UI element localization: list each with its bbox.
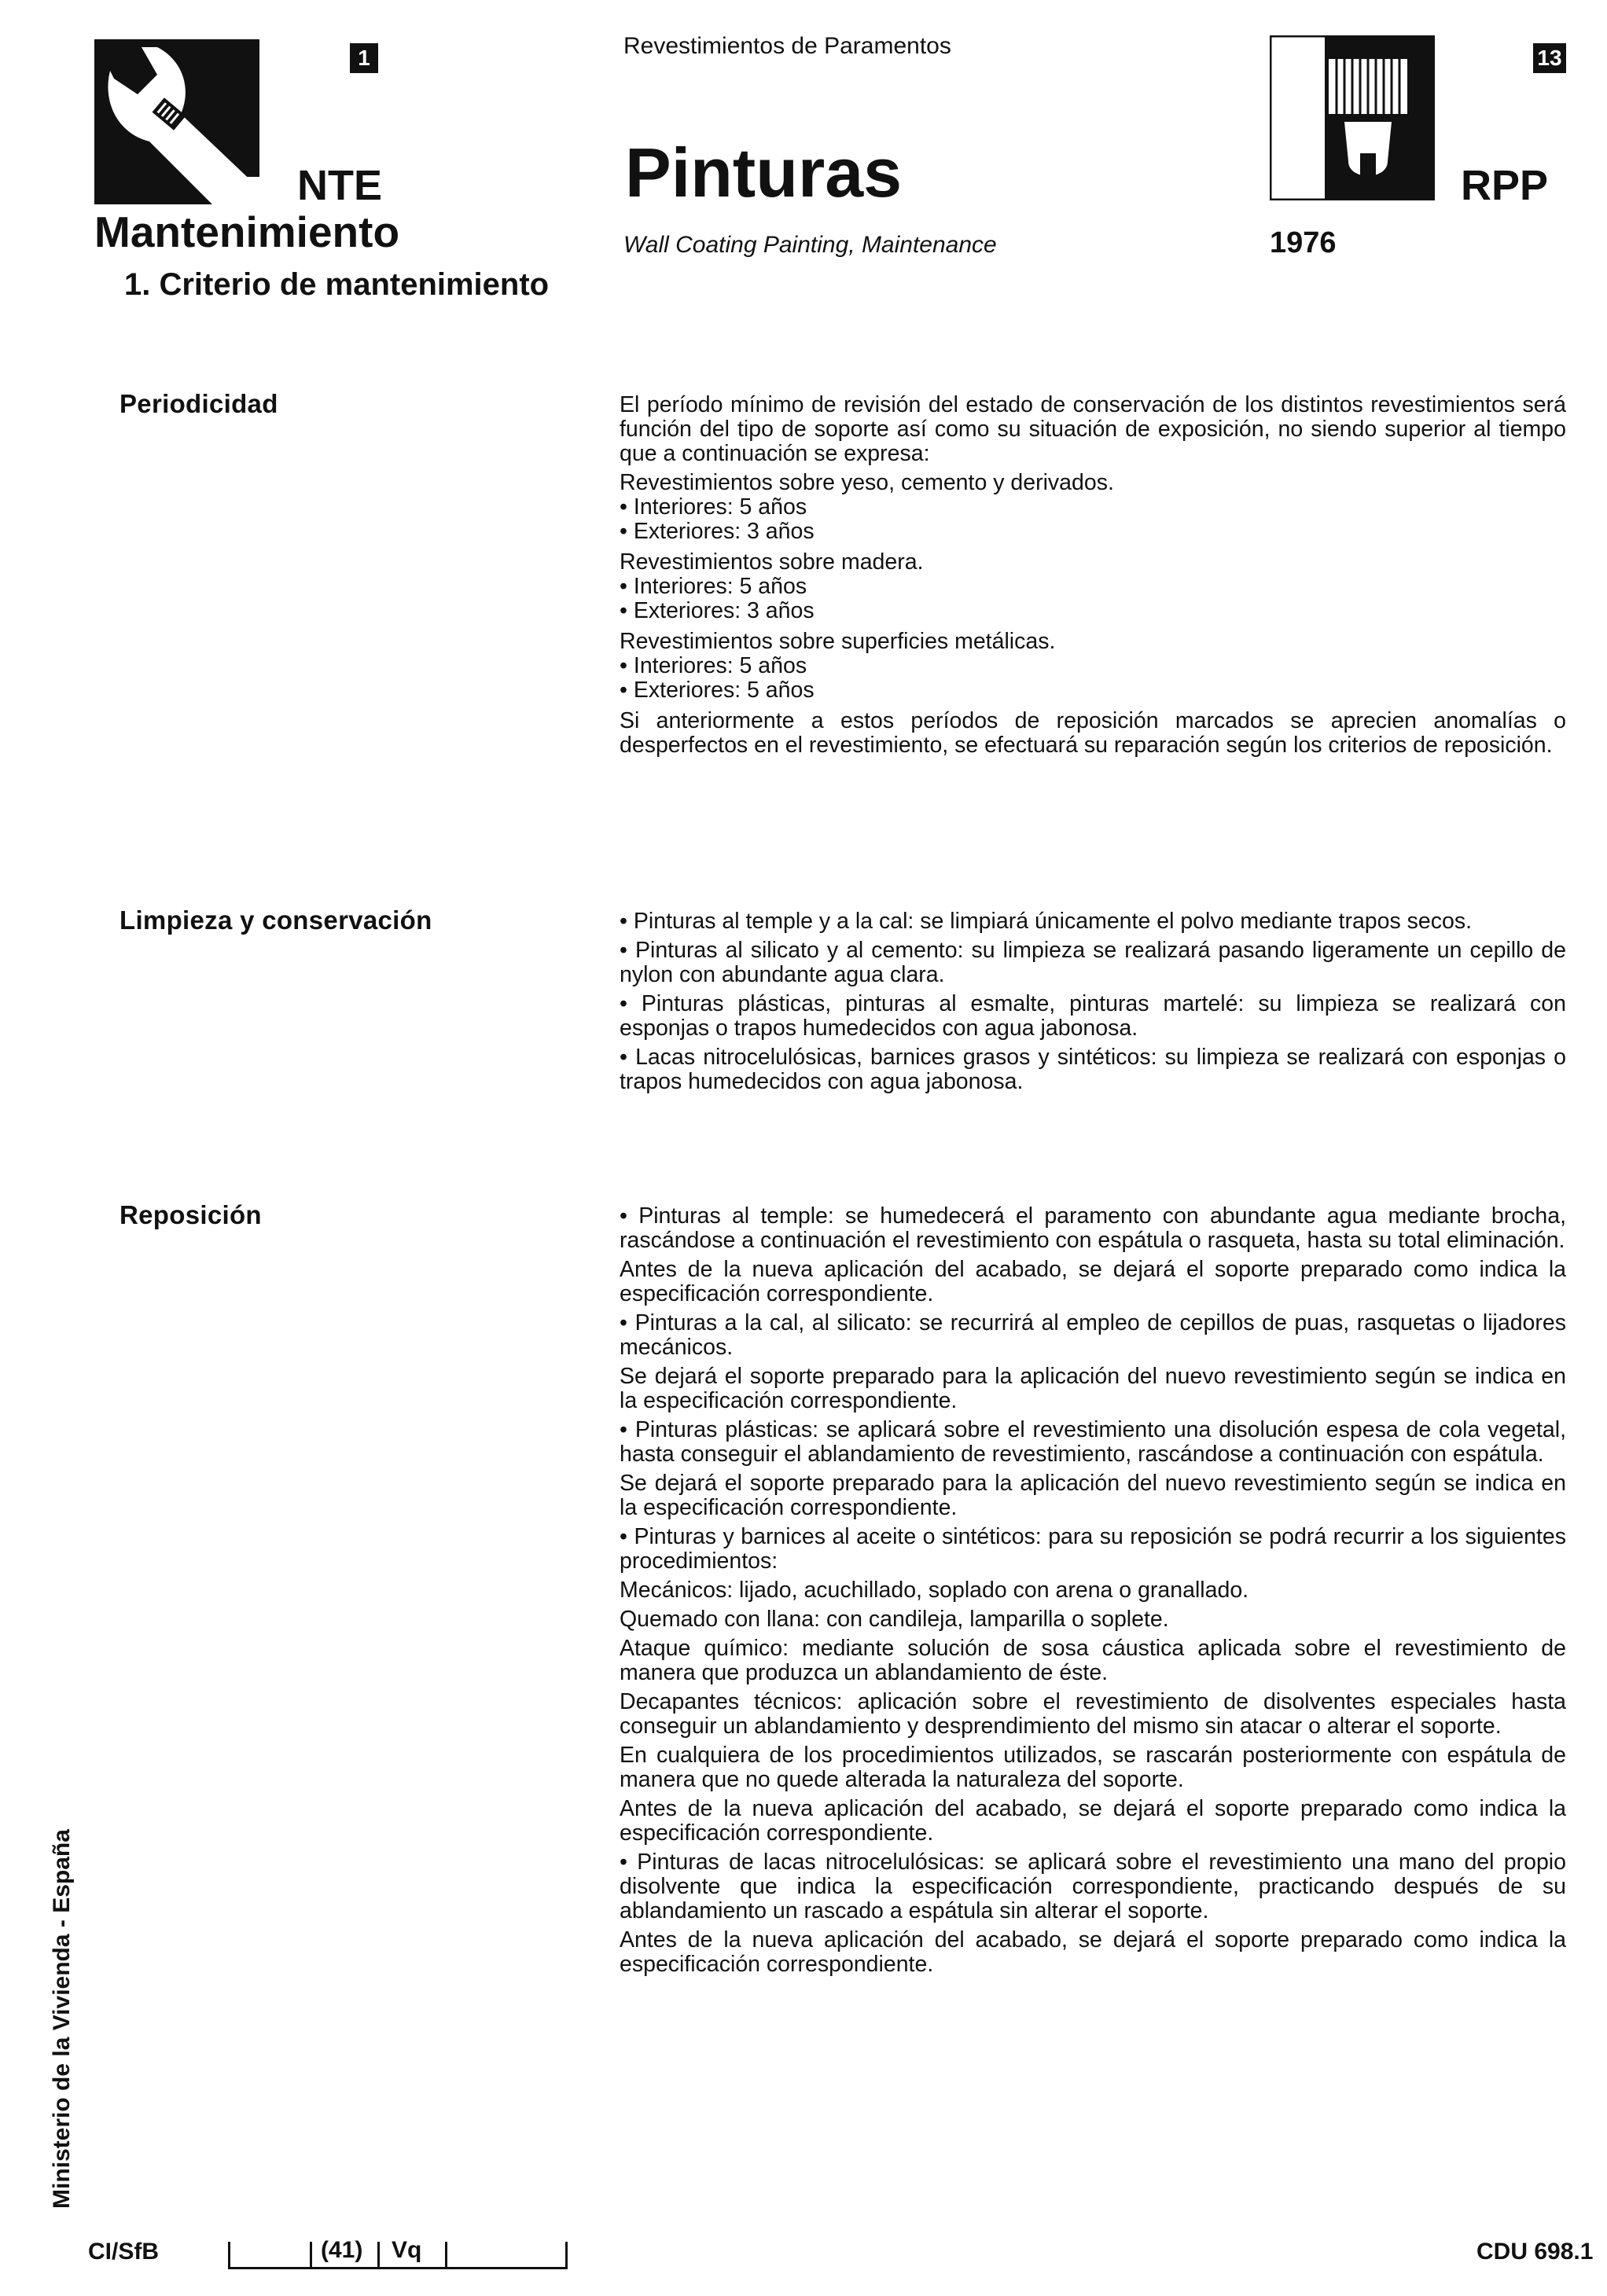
periodicidad-closing: Si anteriormente a estos períodos de reposición marcados se aprecien anomalías o desperfectos en el revestimiento, se efectuará su reparación según los criterios de reposición. [620,708,1566,758]
cisfb-vq: Vq [392,2237,422,2263]
nte-label: NTE [297,162,382,209]
list-item: • Exteriores: 3 años [620,599,1566,623]
list-item: • Interiores: 5 años [620,654,1566,678]
paragraph: Decapantes técnicos: aplicación sobre el revestimiento de disolventes especiales hasta conseguir un ablandamiento y desprendimiento del mismo sin atacar o alterar el soporte. [620,1689,1566,1739]
paragraph: • Pinturas al temple: se humedecerá el paramento con abundante agua mediante brocha, rascándose a continuación el revestimiento con espátula o rasqueta, hasta su total eliminación. [620,1204,1566,1253]
paragraph: • Pinturas a la cal, al silicato: se recurrirá al empleo de cepillos de puas, rasquetas o lijadores mecánicos. [620,1311,1566,1360]
list-item: Revestimientos sobre yeso, cemento y derivados. [620,470,1114,495]
cdu-code: CDU 698.1 [1476,2239,1594,2265]
main-title: Mantenimiento [94,208,400,256]
year: 1976 [1270,226,1337,259]
paragraph: Se dejará el soporte preparado para la aplicación del nuevo revestimiento según se indica en la especificación correspondiente. [620,1364,1566,1413]
section-label-periodicidad: Periodicidad [120,389,278,418]
section-body-limpieza [620,909,1566,1099]
paragraph: Quemado con llana: con candileja, lamparilla o soplete. [620,1607,1169,1632]
nte-badge: 1 [350,43,378,73]
wrench-icon [94,39,259,204]
section-body-periodicidad [620,393,1566,762]
criterion-heading: 1. Criterio de mantenimiento [124,267,550,302]
paragraph: Antes de la nueva aplicación del acabado, se dejará el soporte preparado como indica la especificación correspondiente. [620,1257,1566,1306]
paint-brush-icon [1270,35,1435,200]
list-item: • Interiores: 5 años [620,575,1566,599]
paragraph: • Pinturas y barnices al aceite o sintéticos: para su reposición se podrá recurrir a los siguientes procedimientos: [620,1525,1566,1574]
page-title: Pinturas [625,134,903,211]
rpp-brush-logo [1270,35,1435,200]
paragraph: • Pinturas de lacas nitrocelulósicas: se aplicará sobre el revestimiento una mano del propio disolvente que indica la especificación correspondiente, practicando después de su ablandamiento un rascado a espátula sin alterar el soporte. [620,1850,1566,1923]
cisfb-tick [377,2242,380,2267]
paragraph: En cualquiera de los procedimientos utilizados, se rascarán posteriormente con espátula de manera que no quede alterada la naturaleza del soporte. [620,1743,1566,1792]
paragraph: Mecánicos: lijado, acuchillado, soplado con arena o granallado. [620,1578,1249,1603]
paragraph: Antes de la nueva aplicación del acabado, se dejará el soporte preparado como indica la especificación correspondiente. [620,1927,1566,1977]
paragraph: Antes de la nueva aplicación del acabado, se dejará el soporte preparado como indica la especificación correspondiente. [620,1796,1566,1846]
list-item: Revestimientos sobre superficies metálicas. [620,629,1056,654]
rpp-code: RPP [1461,162,1549,209]
cisfb-tick [565,2242,568,2267]
list-item: • Pinturas plásticas, pinturas al esmalte, pinturas martelé: su limpieza se realizará con esponjas o trapos humedecidos con agua jabonosa. [620,992,1566,1041]
section-label-reposicion: Reposición [120,1200,262,1229]
list-item: • Exteriores: 3 años [620,520,1566,544]
ministry-vertical-label: Ministerio de la Vivienda - España [49,1829,75,2209]
cisfb-tick [445,2242,447,2267]
list-item: • Interiores: 5 años [620,495,1566,520]
paragraph: Se dejará el soporte preparado para la aplicación del nuevo revestimiento según se indica en la especificación correspondiente. [620,1471,1566,1520]
section-body-reposicion [620,1204,1566,1982]
paragraph: Ataque químico: mediante solución de sosa cáustica aplicada sobre el revestimiento de manera que produzca un ablandamiento de éste. [620,1636,1566,1685]
section-label-limpieza: Limpieza y conservación [120,906,432,935]
paragraph: • Pinturas plásticas: se aplicará sobre el revestimiento una disolución espesa de cola vegetal, hasta conseguir el ablandamiento de revestimiento, rascándose a continuación con espátula. [620,1418,1566,1467]
periodicidad-intro: El período mínimo de revisión del estado de conservación de los distintos revestimientos será función del tipo de soporte así como su situación de exposición, no siendo superior al tiempo que a continuación se expresa: [620,392,1566,466]
cisfb-label: CI/SfB [88,2239,159,2265]
cisfb-box [228,2234,568,2269]
cisfb-code: (41) [321,2237,363,2263]
english-subtitle: Wall Coating Painting, Maintenance [623,232,997,258]
cisfb-tick [310,2242,312,2267]
cisfb-tick [228,2242,230,2267]
list-item: • Pinturas al temple y a la cal: se limpiará únicamente el polvo mediante trapos secos. [620,909,1566,934]
series-title: Revestimientos de Paramentos [623,33,951,59]
list-item: • Exteriores: 5 años [620,678,1566,703]
list-item: Revestimientos sobre madera. [620,549,924,575]
list-item: • Pinturas al silicato y al cemento: su limpieza se realizará pasando ligeramente un cepillo de nylon con abundante agua clara. [620,939,1566,987]
rpp-badge: 13 [1533,43,1566,73]
nte-wrench-logo [94,39,259,204]
list-item: • Lacas nitrocelulósicas, barnices grasos y sintéticos: su limpieza se realizará con esponjas o trapos humedecidos con agua jabonosa. [620,1045,1566,1094]
